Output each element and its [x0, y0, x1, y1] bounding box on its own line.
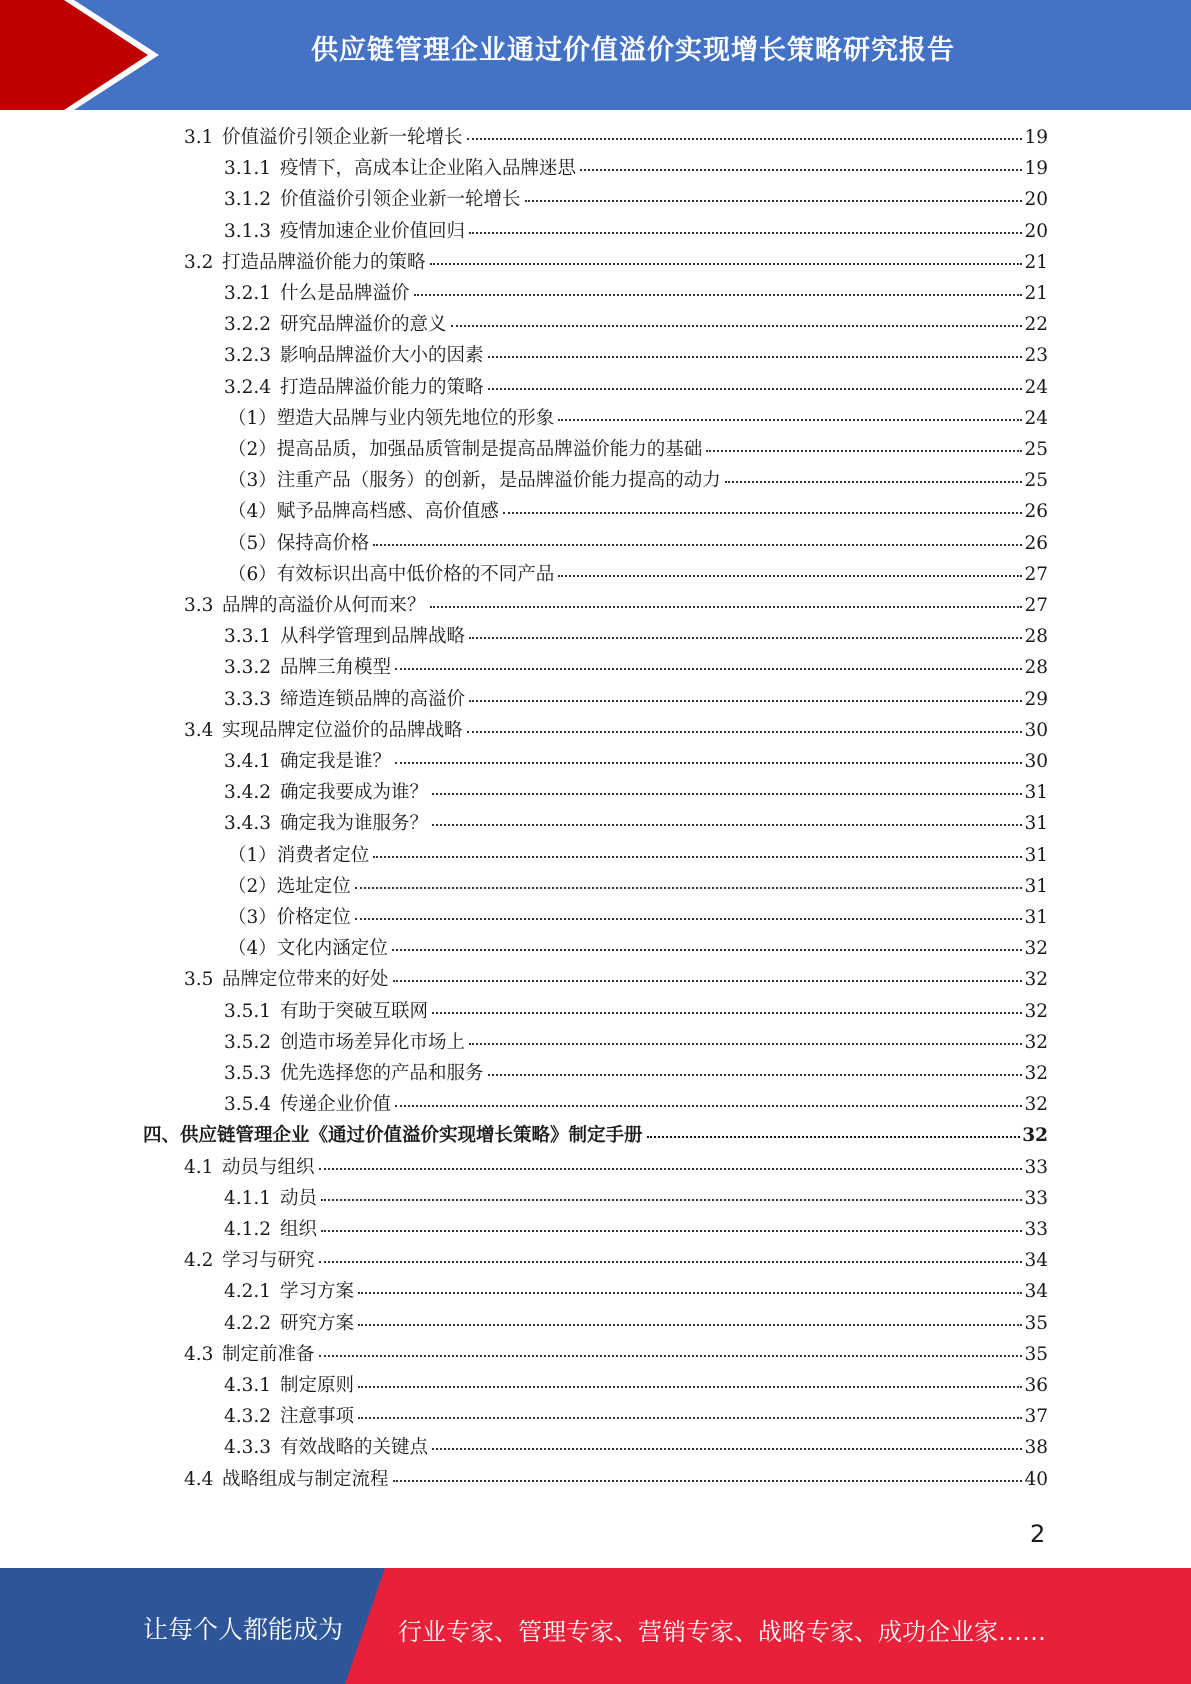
- toc-number: 3.4: [184, 720, 214, 741]
- toc-entry[interactable]: [184, 1249, 1048, 1273]
- toc-page: 38: [1024, 1437, 1048, 1458]
- toc-entry-chapter[interactable]: [143, 1124, 1048, 1148]
- toc-number: 4.1.1: [224, 1188, 272, 1209]
- toc-entry[interactable]: [224, 1312, 1048, 1336]
- toc-number: 3.4.1: [224, 751, 272, 772]
- toc-entry[interactable]: [228, 500, 1048, 524]
- toc-leader: [467, 730, 1023, 733]
- toc-title: 学习方案: [280, 1281, 355, 1302]
- toc-number: 3.5.2: [224, 1032, 272, 1053]
- footer-slogan-left: 让每个人都能成为: [143, 1615, 344, 1644]
- toc-entry[interactable]: [224, 376, 1048, 400]
- toc-leader: [647, 1135, 1021, 1138]
- toc-title: 疫情下，高成本让企业陷入品牌迷思: [280, 158, 577, 179]
- toc-leader: [469, 231, 1022, 234]
- toc-page: 33: [1024, 1157, 1048, 1178]
- toc-entry[interactable]: [224, 1280, 1048, 1304]
- toc-entry[interactable]: [184, 1343, 1048, 1367]
- toc-entry[interactable]: [224, 1218, 1048, 1242]
- toc-page: 32: [1024, 1063, 1048, 1084]
- toc-entry[interactable]: [224, 1436, 1048, 1460]
- toc-number: 3.5.4: [224, 1094, 272, 1115]
- footer-band: [0, 1568, 1191, 1684]
- toc-page: 35: [1024, 1313, 1048, 1334]
- toc-page: 31: [1024, 813, 1048, 834]
- toc-page: 30: [1024, 720, 1048, 741]
- toc-page: 31: [1024, 782, 1048, 803]
- toc-leader: [321, 1198, 1022, 1201]
- toc-entry[interactable]: [184, 719, 1048, 743]
- toc-leader: [488, 1073, 1023, 1076]
- toc-title: （3）价格定位: [228, 907, 351, 928]
- toc-page: 26: [1024, 501, 1048, 522]
- toc-leader: [706, 449, 1022, 452]
- toc-entry[interactable]: [228, 875, 1048, 899]
- toc-number: 3.5.3: [224, 1063, 272, 1084]
- toc-page: 21: [1024, 252, 1048, 273]
- toc-title: （2）选址定位: [228, 876, 351, 897]
- toc-title: 研究方案: [280, 1313, 355, 1334]
- toc-leader: [358, 1323, 1022, 1326]
- toc-number: 4.4: [184, 1469, 214, 1490]
- toc-number: 4.1: [184, 1157, 214, 1178]
- toc-page: 34: [1024, 1250, 1048, 1271]
- toc-leader: [393, 1479, 1023, 1482]
- toc-number: 3.3.2: [224, 657, 272, 678]
- toc-number: 4.3.2: [224, 1406, 272, 1427]
- toc-number: 3.2.1: [224, 283, 272, 304]
- toc-page: 32: [1024, 1001, 1048, 1022]
- toc-leader: [469, 699, 1022, 702]
- toc-number: 4.2.1: [224, 1281, 272, 1302]
- toc-title: 战略组成与制定流程: [222, 1469, 389, 1490]
- toc-number: 4.3.1: [224, 1375, 272, 1396]
- toc-number: 3.1: [184, 127, 214, 148]
- toc-title: 组织: [280, 1219, 318, 1240]
- toc-number: 4.1.2: [224, 1219, 272, 1240]
- toc-title: 确定我是谁？: [280, 751, 392, 772]
- toc-leader: [321, 1229, 1022, 1232]
- toc-page: 36: [1024, 1375, 1048, 1396]
- toc-page: 33: [1024, 1219, 1048, 1240]
- toc-entry[interactable]: [224, 1093, 1048, 1117]
- toc-title: 有效战略的关键点: [280, 1437, 429, 1458]
- toc-page: 35: [1024, 1344, 1048, 1365]
- toc-entry[interactable]: [224, 625, 1048, 649]
- toc-entry[interactable]: [228, 438, 1048, 462]
- toc-page: 32: [1024, 938, 1048, 959]
- toc-leader: [580, 168, 1022, 171]
- toc-title: 注意事项: [280, 1406, 355, 1427]
- page-number: 2: [1030, 1520, 1046, 1548]
- toc-number: 3.1.2: [224, 189, 272, 210]
- toc-page: 32: [1024, 1094, 1048, 1115]
- toc-leader: [395, 1104, 1022, 1107]
- toc-title: 什么是品牌溢价: [280, 283, 410, 304]
- header-band: [0, 0, 1191, 110]
- toc-entry[interactable]: [224, 282, 1048, 306]
- toc-page: 25: [1024, 439, 1048, 460]
- toc-entry[interactable]: [228, 563, 1048, 587]
- toc-title: （1）消费者定位: [228, 845, 370, 866]
- toc-page: 27: [1024, 564, 1048, 585]
- toc-title: （1）塑造大品牌与业内领先地位的形象: [228, 408, 555, 429]
- toc-page: 33: [1024, 1188, 1048, 1209]
- toc-leader: [525, 199, 1023, 202]
- toc-leader: [414, 293, 1023, 296]
- toc-entry[interactable]: [184, 1156, 1048, 1180]
- toc-leader: [358, 1416, 1022, 1419]
- toc-entry[interactable]: [228, 469, 1048, 493]
- toc-page: 19: [1024, 158, 1048, 179]
- toc-title: 价值溢价引领企业新一轮增长: [280, 189, 521, 210]
- toc-leader: [358, 1385, 1022, 1388]
- toc-leader: [488, 355, 1023, 358]
- toc-number: 3.3: [184, 595, 214, 616]
- toc-page: 28: [1024, 657, 1048, 678]
- toc-leader: [469, 636, 1022, 639]
- toc-page: 37: [1024, 1406, 1048, 1427]
- toc-title: （3）注重产品（服务）的创新，是品牌溢价能力提高的动力: [228, 470, 721, 491]
- toc-entry[interactable]: [228, 906, 1048, 930]
- toc-leader: [355, 917, 1023, 920]
- toc-page: 29: [1024, 689, 1048, 710]
- toc-leader: [430, 262, 1023, 265]
- toc-leader: [373, 543, 1022, 546]
- toc-number: 4.2: [184, 1250, 214, 1271]
- toc-title: （5）保持高价格: [228, 533, 370, 554]
- document-title: 供应链管理企业通过价值溢价实现增长策略研究报告: [311, 35, 955, 66]
- toc-number: 3.5: [184, 969, 214, 990]
- toc-page: 32: [1022, 1125, 1048, 1146]
- toc-leader: [319, 1167, 1023, 1170]
- toc-page: 26: [1024, 533, 1048, 554]
- toc-title: 打造品牌溢价能力的策略: [222, 252, 426, 273]
- toc-entry[interactable]: [224, 1187, 1048, 1211]
- footer-slogan-right: 行业专家、管理专家、营销专家、战略专家、成功企业家……: [398, 1618, 1046, 1646]
- toc-title: 优先选择您的产品和服务: [280, 1063, 484, 1084]
- toc-page: 31: [1024, 845, 1048, 866]
- toc-number: 3.4.2: [224, 782, 272, 803]
- toc-entry[interactable]: [224, 313, 1048, 337]
- toc-entry[interactable]: [228, 844, 1048, 868]
- toc-page: 23: [1024, 345, 1048, 366]
- toc-title: （2）提高品质，加强品质管制是提高品牌溢价能力的基础: [228, 439, 703, 460]
- toc-leader: [392, 948, 1023, 951]
- toc-leader: [358, 1291, 1022, 1294]
- toc-entry[interactable]: [184, 968, 1048, 992]
- toc-leader: [373, 855, 1022, 858]
- toc-title: 品牌的高溢价从何而来？: [222, 595, 426, 616]
- toc-entry[interactable]: [224, 1405, 1048, 1429]
- toc-number: 4.2.2: [224, 1313, 272, 1334]
- toc-title: 学习与研究: [222, 1250, 315, 1271]
- header-red-arrow: [0, 0, 150, 110]
- toc-title: 疫情加速企业价值回归: [280, 221, 466, 242]
- toc-entry[interactable]: [224, 220, 1048, 244]
- toc-page: 34: [1024, 1281, 1048, 1302]
- toc-entry[interactable]: [224, 157, 1048, 181]
- toc-page: 21: [1024, 283, 1048, 304]
- toc-title: 缔造连锁品牌的高溢价: [280, 689, 466, 710]
- toc-leader: [503, 511, 1023, 514]
- toc-title: 有助于突破互联网: [280, 1001, 429, 1022]
- toc-title: 四、供应链管理企业《通过价值溢价实现增长策略》制定手册: [143, 1125, 643, 1146]
- toc-leader: [451, 324, 1023, 327]
- toc-page: 28: [1024, 626, 1048, 647]
- toc-title: 制定前准备: [222, 1344, 315, 1365]
- toc-entry[interactable]: [224, 750, 1048, 774]
- toc-title: 创造市场差异化市场上: [280, 1032, 466, 1053]
- toc-page: 20: [1024, 221, 1048, 242]
- toc-page: 24: [1024, 377, 1048, 398]
- toc-page: 32: [1024, 1032, 1048, 1053]
- toc-entry[interactable]: [224, 1000, 1048, 1024]
- toc-leader: [432, 823, 1022, 826]
- toc-page: 30: [1024, 751, 1048, 772]
- toc-title: 价值溢价引领企业新一轮增长: [222, 127, 463, 148]
- toc-leader: [558, 418, 1022, 421]
- toc-leader: [432, 1011, 1022, 1014]
- toc-entry[interactable]: [184, 1468, 1048, 1492]
- toc-entry[interactable]: [224, 656, 1048, 680]
- toc-title: 实现品牌定位溢价的品牌战略: [222, 720, 463, 741]
- toc-leader: [488, 387, 1023, 390]
- toc-page: 31: [1024, 876, 1048, 897]
- toc-number: 3.1.1: [224, 158, 272, 179]
- toc-entry[interactable]: [224, 781, 1048, 805]
- toc-number: 3.3.3: [224, 689, 272, 710]
- toc-number: 3.1.3: [224, 221, 272, 242]
- toc-entry[interactable]: [224, 1374, 1048, 1398]
- toc-entry[interactable]: [184, 251, 1048, 275]
- toc-leader: [432, 792, 1022, 795]
- toc-entry[interactable]: [224, 344, 1048, 368]
- toc-page: 32: [1024, 969, 1048, 990]
- toc-title: 研究品牌溢价的意义: [280, 314, 447, 335]
- toc-title: 动员: [280, 1188, 318, 1209]
- toc-page: 40: [1024, 1469, 1048, 1490]
- toc-title: 影响品牌溢价大小的因素: [280, 345, 484, 366]
- toc-number: 3.2: [184, 252, 214, 273]
- toc-page: 31: [1024, 907, 1048, 928]
- toc-title: 动员与组织: [222, 1157, 315, 1178]
- toc-title: 确定我为谁服务？: [280, 813, 429, 834]
- toc-leader: [319, 1354, 1023, 1357]
- toc-entry[interactable]: [224, 812, 1048, 836]
- toc-leader: [725, 480, 1023, 483]
- toc-number: 3.3.1: [224, 626, 272, 647]
- toc-title: （4）赋予品牌高档感、高价值感: [228, 501, 499, 522]
- toc-entry[interactable]: [224, 1062, 1048, 1086]
- toc-title: （4）文化内涵定位: [228, 938, 388, 959]
- toc-title: （6）有效标识出高中低价格的不同产品: [228, 564, 555, 585]
- toc-page: 19: [1024, 127, 1048, 148]
- toc-leader: [319, 1260, 1023, 1263]
- toc-number: 3.5.1: [224, 1001, 272, 1022]
- toc-number: 4.3: [184, 1344, 214, 1365]
- toc-entry[interactable]: [224, 688, 1048, 712]
- toc-leader: [467, 137, 1023, 140]
- toc-leader: [469, 1042, 1022, 1045]
- toc-page: 27: [1024, 595, 1048, 616]
- toc-title: 品牌定位带来的好处: [222, 969, 389, 990]
- toc-entry[interactable]: [184, 594, 1048, 618]
- toc-entry[interactable]: [224, 1031, 1048, 1055]
- toc-entry[interactable]: [228, 937, 1048, 961]
- toc-title: 制定原则: [280, 1375, 355, 1396]
- toc-entry[interactable]: [228, 532, 1048, 556]
- toc-page: 22: [1024, 314, 1048, 335]
- toc-leader: [395, 761, 1022, 764]
- toc-number: 3.2.4: [224, 377, 272, 398]
- toc-number: 4.3.3: [224, 1437, 272, 1458]
- toc-title: 品牌三角模型: [280, 657, 392, 678]
- toc-leader: [355, 886, 1023, 889]
- toc-number: 3.2.2: [224, 314, 272, 335]
- toc-title: 从科学管理到品牌战略: [280, 626, 466, 647]
- toc-page: 24: [1024, 408, 1048, 429]
- toc-leader: [432, 1447, 1022, 1450]
- toc-title: 打造品牌溢价能力的策略: [280, 377, 484, 398]
- toc-entry[interactable]: [228, 407, 1048, 431]
- toc-number: 3.2.3: [224, 345, 272, 366]
- toc-title: 确定我要成为谁？: [280, 782, 429, 803]
- toc-page: 25: [1024, 470, 1048, 491]
- toc-leader: [430, 605, 1023, 608]
- toc-number: 3.4.3: [224, 813, 272, 834]
- toc-leader: [393, 979, 1023, 982]
- toc-leader: [395, 667, 1022, 670]
- toc-entry[interactable]: [224, 188, 1048, 212]
- toc-entry[interactable]: [184, 126, 1048, 150]
- toc-title: 传递企业价值: [280, 1094, 392, 1115]
- toc-leader: [558, 574, 1022, 577]
- toc-page: 20: [1024, 189, 1048, 210]
